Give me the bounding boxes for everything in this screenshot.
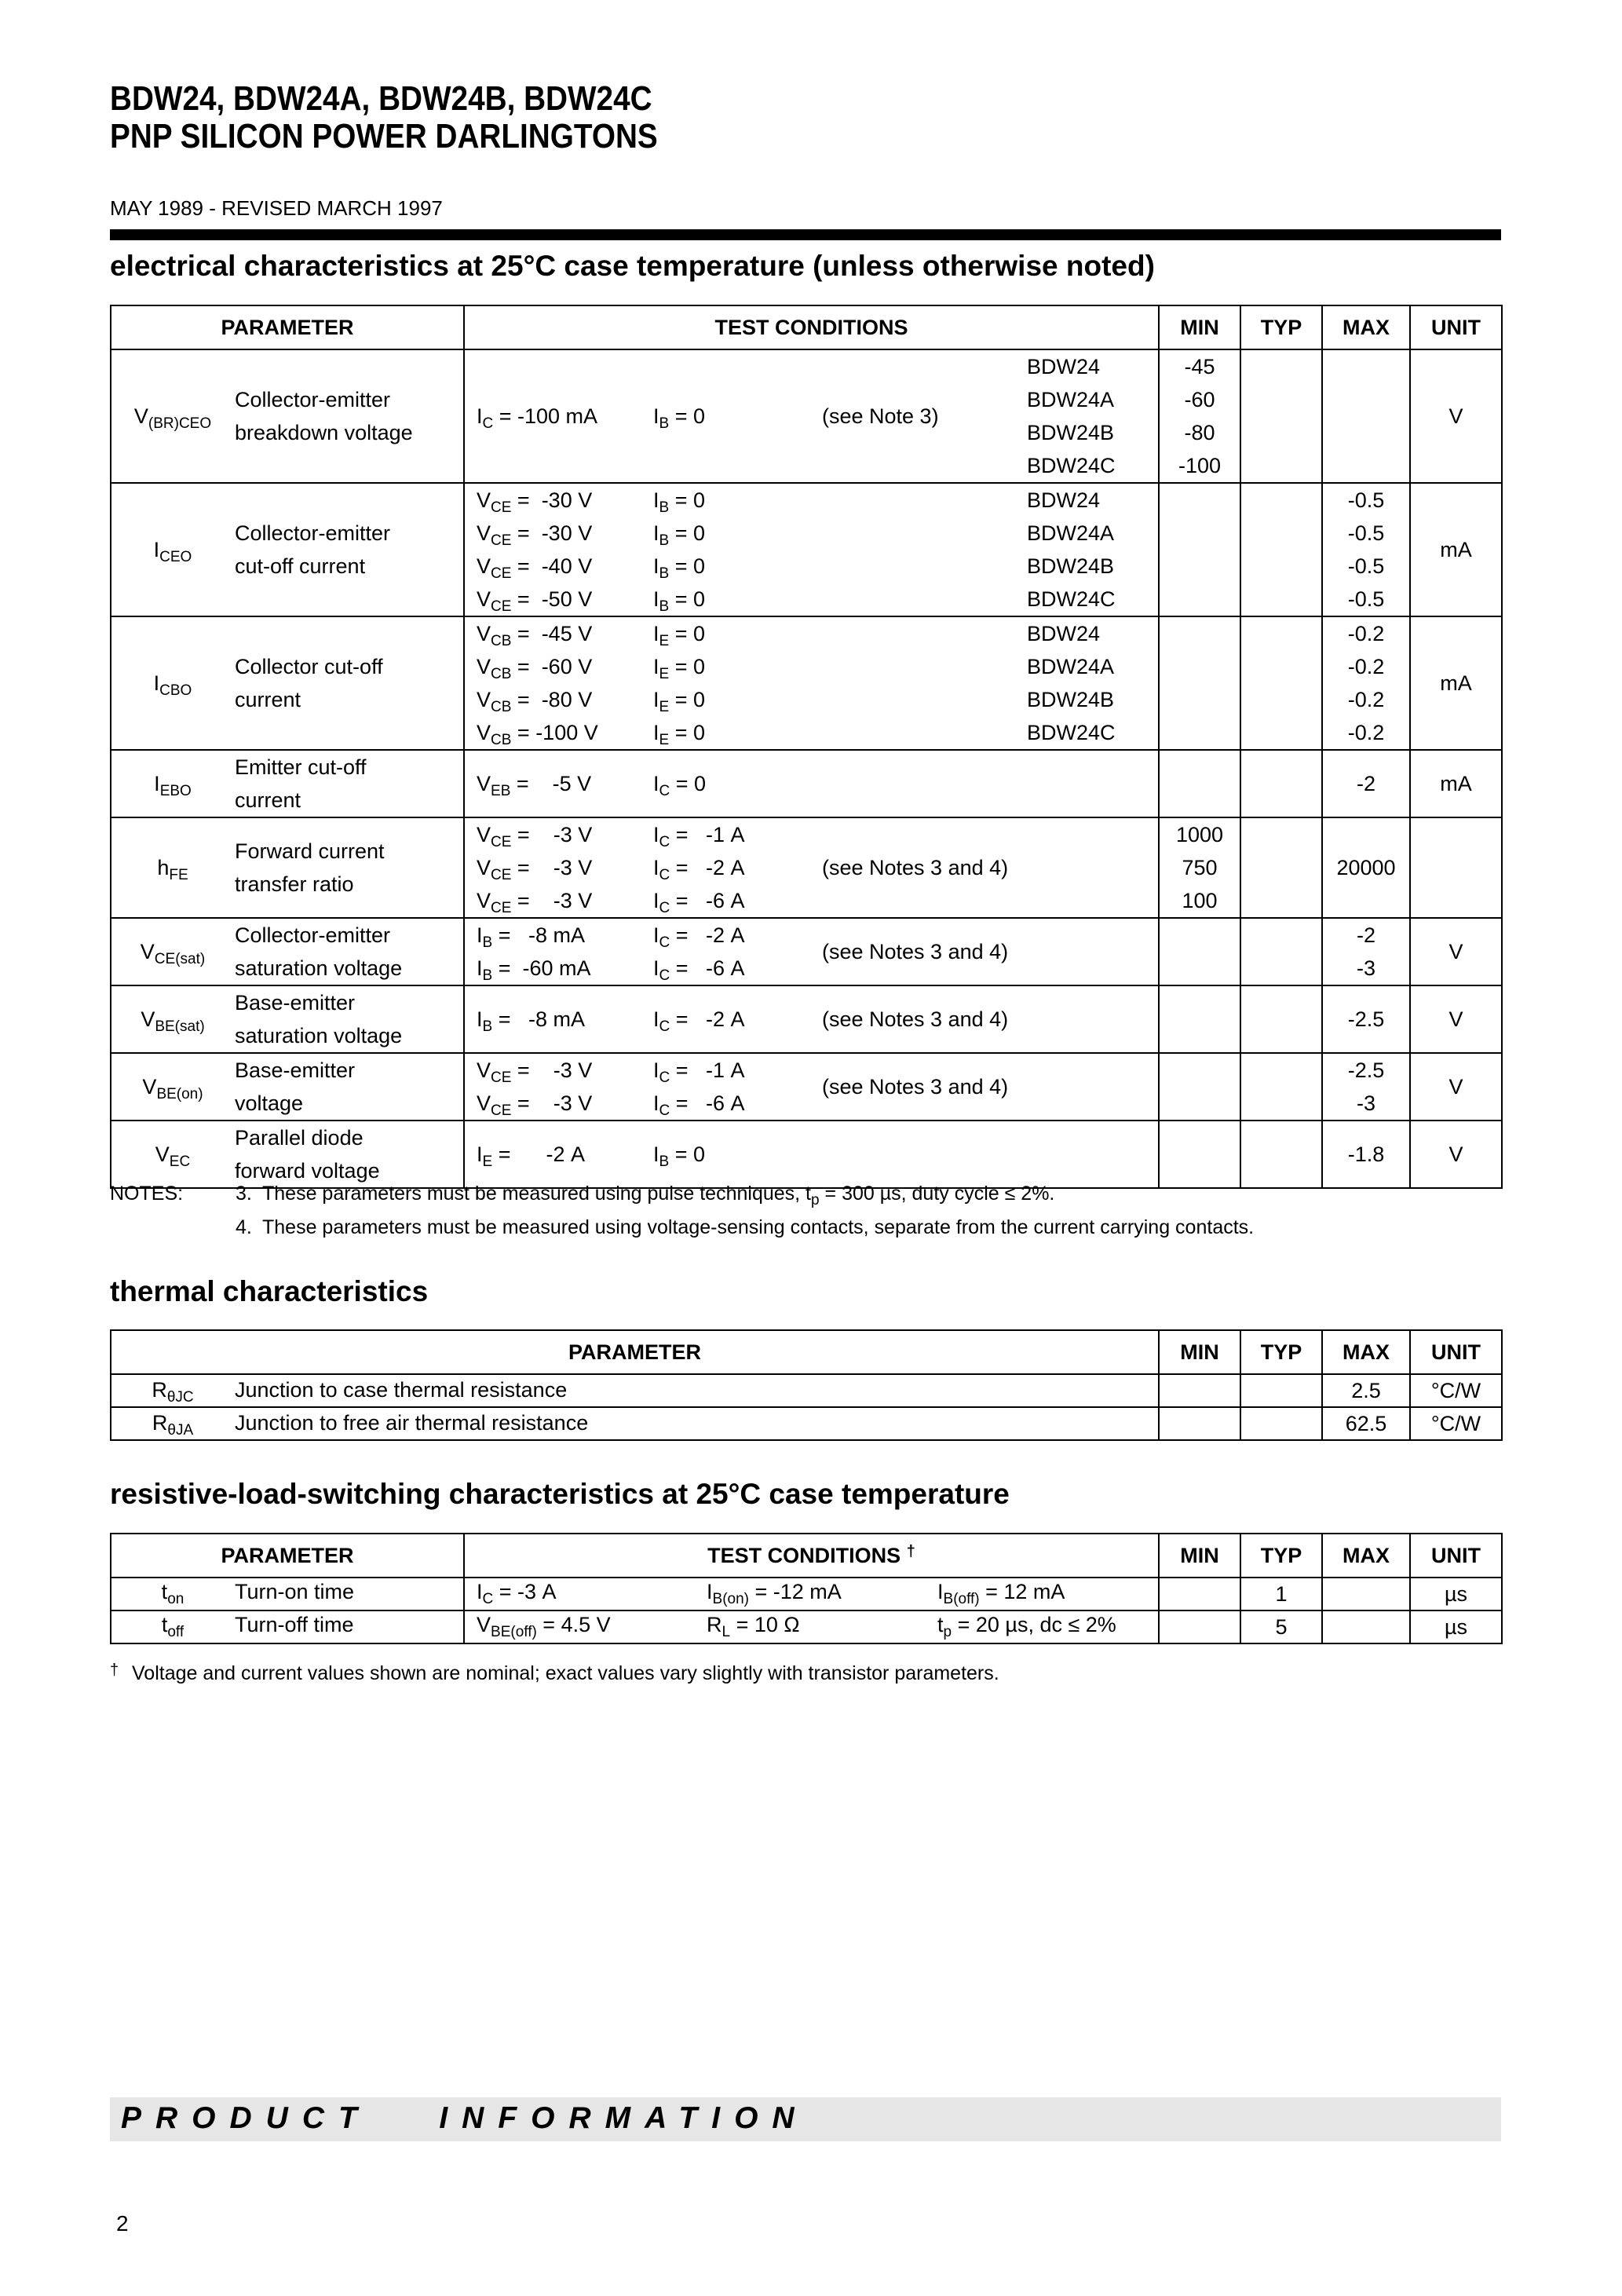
thermal-header-max: MAX: [1322, 1330, 1410, 1374]
typ-cell: [1240, 918, 1322, 985]
switching-parameter-cell: [111, 1578, 464, 1610]
min-value: 1000: [1175, 823, 1224, 846]
min-cell: [1159, 817, 1240, 918]
typ-cell: [1240, 1053, 1322, 1121]
electrical-row: [111, 483, 1502, 616]
condition-a: $V_{CE} = -30$ V: [477, 488, 593, 516]
condition-b: $I_C = -2$ A: [653, 1007, 745, 1035]
param-description: Parallel diode: [235, 1126, 363, 1150]
notes: [110, 1180, 1254, 1241]
unit-value: V: [1448, 1007, 1463, 1031]
device-variant: BDW24A: [1027, 388, 1115, 411]
max-value: -2.5: [1347, 1058, 1385, 1082]
switching-footnote: [110, 1657, 999, 1687]
title-line-2: PNP SILICON POWER DARLINGTONS: [110, 117, 658, 155]
unit-cell: [1410, 750, 1502, 817]
parameter-cell: [111, 918, 464, 985]
switching-condition-1: $I_C = -3$ A: [477, 1580, 557, 1607]
conditions-cell: [464, 483, 1159, 616]
switching-unit-value: µs: [1410, 1610, 1502, 1643]
param-symbol: $V_{BE(on)}$: [142, 1075, 203, 1102]
electrical-table-wrap: [110, 305, 1503, 1189]
typ-cell: [1240, 349, 1322, 483]
note-4-text: These parameters must be measured using voltage-sensing contacts, separate from the current carrying contacts.: [262, 1216, 1255, 1238]
param-description: Collector cut-off: [235, 655, 383, 678]
device-variant: BDW24B: [1027, 688, 1115, 711]
thermal-typ-cell: [1240, 1407, 1322, 1440]
thermal-max-value: 2.5: [1322, 1374, 1410, 1407]
min-cell: [1159, 918, 1240, 985]
condition-a: $I_B = -8$ mA: [477, 923, 585, 951]
parameter-cell: [111, 616, 464, 750]
max-cell: [1322, 349, 1410, 483]
electrical-row: [111, 1053, 1502, 1121]
min-cell: [1159, 1053, 1240, 1121]
condition-b: $I_E = 0$: [653, 622, 705, 649]
unit-cell: [1410, 483, 1502, 616]
max-value: -0.2: [1347, 622, 1385, 645]
param-symbol: $h_{FE}$: [157, 856, 188, 883]
param-symbol: $I_{CBO}$: [153, 671, 192, 699]
switching-condition-2: $I_{B(on)} = -12$ mA: [707, 1580, 842, 1607]
param-description: transfer ratio: [235, 872, 354, 896]
max-value: -3: [1356, 956, 1375, 980]
min-value: 100: [1182, 889, 1218, 912]
param-description: Collector-emitter: [235, 923, 391, 947]
switching-unit-value: µs: [1410, 1578, 1502, 1610]
thermal-min-cell: [1159, 1374, 1240, 1407]
condition-a: $V_{CE} = -40$ V: [477, 554, 593, 582]
unit-value: V: [1448, 1075, 1463, 1099]
condition-b: $I_B = 0$: [653, 587, 705, 615]
condition-a: $I_B = -8$ mA: [477, 1007, 585, 1035]
switching-header-row: [111, 1534, 1502, 1578]
page-number: 2: [116, 2211, 129, 2236]
max-value: -0.2: [1347, 721, 1385, 744]
header-parameter: PARAMETER: [111, 305, 464, 349]
unit-value: mA: [1440, 671, 1472, 695]
parameter-cell: [111, 985, 464, 1053]
condition-a: $I_B = -60$ mA: [477, 956, 591, 984]
switching-heading: resistive-load-switching characteristics at 25°C case temperature: [110, 1478, 1010, 1510]
thermal-typ-cell: [1240, 1374, 1322, 1407]
unit-cell: [1410, 817, 1502, 918]
param-description: voltage: [235, 1091, 304, 1115]
condition-b: $I_C = -1$ A: [653, 823, 745, 850]
thermal-row: [111, 1374, 1502, 1407]
condition-note: (see Notes 3 and 4): [822, 856, 1009, 879]
condition-b: $I_C = -2$ A: [653, 856, 745, 883]
thermal-unit-value: °C/W: [1410, 1374, 1502, 1407]
switching-header-test-conditions: TEST CONDITIONS †: [464, 1534, 1159, 1578]
min-cell: [1159, 1121, 1240, 1188]
param-description: Base-emitter: [235, 1058, 356, 1082]
switching-max-cell: [1322, 1610, 1410, 1643]
notes-label: NOTES:: [110, 1183, 184, 1205]
device-variant: BDW24C: [1027, 587, 1116, 611]
max-value: -0.5: [1347, 554, 1385, 578]
condition-b: $I_B = 0$: [653, 1143, 705, 1170]
thermal-row: [111, 1407, 1502, 1440]
condition-b: $I_C = -6$ A: [653, 889, 745, 916]
condition-b: $I_B = 0$: [653, 404, 705, 432]
typ-cell: [1240, 616, 1322, 750]
condition-note: (see Notes 3 and 4): [822, 940, 1009, 963]
param-description: Emitter cut-off: [235, 755, 367, 779]
thermal-header-typ: TYP: [1240, 1330, 1322, 1374]
switching-header-max: MAX: [1322, 1534, 1410, 1578]
thermal-header-min: MIN: [1159, 1330, 1240, 1374]
switching-table: [110, 1533, 1503, 1644]
parameter-cell: [111, 750, 464, 817]
device-variant: BDW24B: [1027, 421, 1115, 444]
condition-a: $V_{CE}$ = -3 V: [477, 823, 593, 850]
max-cell: [1322, 616, 1410, 750]
condition-b: $I_E = 0$: [653, 721, 705, 748]
condition-b: $I_C = -6$ A: [653, 956, 745, 984]
switching-conditions-cell: [464, 1610, 1159, 1643]
condition-a: $V_{CB} = -100$ V: [477, 721, 598, 748]
note-3-text: These parameters must be measured using pulse techniques, t: [262, 1183, 811, 1205]
max-value: -0.5: [1347, 587, 1385, 611]
thermal-header-parameter: PARAMETER: [111, 1330, 1159, 1374]
device-variant: BDW24A: [1027, 521, 1115, 545]
max-value: -0.2: [1347, 655, 1385, 678]
min-cell: [1159, 616, 1240, 750]
thermal-min-cell: [1159, 1407, 1240, 1440]
param-description: cut-off current: [235, 554, 366, 578]
condition-b: $I_B = 0$: [653, 488, 705, 516]
header-rule: [110, 229, 1501, 240]
condition-a: $V_{CE}$ = -3 V: [477, 1091, 593, 1119]
header-min: MIN: [1159, 305, 1240, 349]
conditions-cell: [464, 750, 1159, 817]
max-cell: [1322, 985, 1410, 1053]
max-value: -2.5: [1347, 1007, 1385, 1031]
note-4-number: 4.: [236, 1216, 252, 1238]
electrical-row: [111, 918, 1502, 985]
switching-row: [111, 1610, 1502, 1643]
condition-b: $I_B = 0$: [653, 554, 705, 582]
thermal-description: Junction to case thermal resistance: [235, 1378, 568, 1402]
device-variant: BDW24: [1027, 355, 1101, 378]
condition-a: $V_{CE}$ = -3 V: [477, 889, 593, 916]
thermal-description: Junction to free air thermal resistance: [235, 1411, 589, 1435]
thermal-table-wrap: [110, 1329, 1503, 1441]
condition-a: $V_{CE} = -50$ V: [477, 587, 593, 615]
thermal-table: [110, 1329, 1503, 1441]
device-variant: BDW24C: [1027, 454, 1116, 477]
min-cell: [1159, 349, 1240, 483]
electrical-row: [111, 616, 1502, 750]
condition-a: $V_{CB} = -60$ V: [477, 655, 593, 682]
thermal-parameter-cell: [111, 1374, 1159, 1407]
typ-cell: [1240, 1121, 1322, 1188]
min-value: -80: [1184, 421, 1215, 444]
switching-header-parameter: PARAMETER: [111, 1534, 464, 1578]
conditions-cell: [464, 349, 1159, 483]
switching-condition-3: $I_{B(off)} = 12$ mA: [937, 1580, 1065, 1607]
param-description: Collector-emitter: [235, 521, 391, 545]
max-value: 20000: [1336, 856, 1396, 879]
unit-cell: [1410, 616, 1502, 750]
switching-condition-1: $V_{BE(off)} = 4.5$ V: [477, 1613, 611, 1640]
switching-symbol: $t_{off}$: [161, 1613, 184, 1640]
thermal-heading: thermal characteristics: [110, 1275, 429, 1307]
thermal-header-unit: UNIT: [1410, 1330, 1502, 1374]
param-description: saturation voltage: [235, 1024, 403, 1047]
unit-cell: [1410, 349, 1502, 483]
switching-description: Turn-off time: [235, 1613, 354, 1636]
unit-cell: [1410, 985, 1502, 1053]
condition-b: $I_C = -2$ A: [653, 923, 745, 951]
param-symbol: $V_{EC}$: [155, 1143, 191, 1170]
max-value: -3: [1356, 1091, 1375, 1115]
param-description: saturation voltage: [235, 956, 403, 980]
unit-value: V: [1448, 940, 1463, 963]
switching-typ-value: 5: [1240, 1610, 1322, 1643]
param-symbol: $V_{CE(sat)}$: [140, 940, 206, 967]
switching-min-cell: [1159, 1578, 1240, 1610]
param-description: forward voltage: [235, 1159, 380, 1183]
parameter-cell: [111, 817, 464, 918]
device-variant: BDW24: [1027, 622, 1101, 645]
typ-cell: [1240, 750, 1322, 817]
param-description: current: [235, 688, 301, 711]
condition-a: $I_C = -100$ mA: [477, 404, 598, 432]
parameter-cell: [111, 483, 464, 616]
parameter-cell: [111, 349, 464, 483]
param-symbol: $I_{CEO}$: [153, 538, 192, 565]
condition-a: $V_{CE}$ = -3 V: [477, 1058, 593, 1086]
conditions-cell: [464, 918, 1159, 985]
condition-b: $I_E = 0$: [653, 688, 705, 715]
unit-cell: [1410, 918, 1502, 985]
param-description: Forward current: [235, 839, 385, 863]
param-symbol: $V_{BE(sat)}$: [141, 1007, 205, 1035]
note-3-tail: = 300 µs, duty cycle ≤ 2%.: [819, 1183, 1055, 1205]
switching-min-cell: [1159, 1610, 1240, 1643]
min-value: -60: [1184, 388, 1215, 411]
max-value: -0.5: [1347, 521, 1385, 545]
electrical-row: [111, 985, 1502, 1053]
product-information-label: PRODUCT INFORMATION: [121, 2101, 809, 2135]
conditions-cell: [464, 817, 1159, 918]
device-variant: BDW24C: [1027, 721, 1116, 744]
footnote-text: Voltage and current values shown are nominal; exact values vary slightly with transistor parameters.: [132, 1662, 999, 1684]
condition-a: $I_E$ = -2 A: [477, 1143, 585, 1170]
device-variant: BDW24: [1027, 488, 1101, 512]
conditions-cell: [464, 1121, 1159, 1188]
max-cell: [1322, 750, 1410, 817]
condition-note: (see Notes 3 and 4): [822, 1075, 1009, 1099]
typ-cell: [1240, 985, 1322, 1053]
param-description: Base-emitter: [235, 991, 356, 1015]
conditions-cell: [464, 616, 1159, 750]
condition-a: $V_{CB} = -80$ V: [477, 688, 593, 715]
parameter-cell: [111, 1053, 464, 1121]
header-typ: TYP: [1240, 305, 1322, 349]
switching-condition-3: $t_p = 20$ µs, dc ≤ 2%: [937, 1613, 1116, 1640]
min-cell: [1159, 483, 1240, 616]
device-variant: BDW24B: [1027, 554, 1115, 578]
thermal-symbol: $R_{\theta JA}$: [152, 1411, 194, 1439]
unit-cell: [1410, 1053, 1502, 1121]
condition-a: $V_{CE} = -30$ V: [477, 521, 593, 549]
switching-max-cell: [1322, 1578, 1410, 1610]
condition-b: $I_C = -1$ A: [653, 1058, 745, 1086]
thermal-unit-value: °C/W: [1410, 1407, 1502, 1440]
switching-symbol: $t_{on}$: [161, 1580, 184, 1607]
conditions-cell: [464, 1053, 1159, 1121]
condition-b: $I_E = 0$: [653, 655, 705, 682]
header-max: MAX: [1322, 305, 1410, 349]
parameter-cell: [111, 1121, 464, 1188]
unit-value: mA: [1440, 538, 1472, 561]
condition-b: $I_C = 0$: [653, 772, 707, 799]
condition-a: $V_{CE}$ = -3 V: [477, 856, 593, 883]
condition-note: (see Note 3): [822, 404, 939, 428]
unit-value: V: [1448, 404, 1463, 428]
electrical-row: [111, 817, 1502, 918]
condition-a: $V_{CB} = -45$ V: [477, 622, 593, 649]
max-value: -2: [1356, 923, 1375, 947]
thermal-parameter-cell: [111, 1407, 1159, 1440]
thermal-symbol: $R_{\theta JC}$: [152, 1378, 194, 1406]
unit-value: [1411, 851, 1501, 884]
electrical-row: [111, 349, 1502, 483]
max-value: -1.8: [1347, 1143, 1385, 1166]
condition-b: $I_B = 0$: [653, 521, 705, 549]
device-variant: BDW24A: [1027, 655, 1115, 678]
conditions-cell: [464, 985, 1159, 1053]
switching-conditions-cell: [464, 1578, 1159, 1610]
param-description: breakdown voltage: [235, 421, 413, 444]
switching-header-min: MIN: [1159, 1534, 1240, 1578]
header-unit: UNIT: [1410, 305, 1502, 349]
switching-condition-2: $R_L = 10$ Ω: [707, 1613, 800, 1640]
min-cell: [1159, 750, 1240, 817]
param-description: Collector-emitter: [235, 388, 391, 411]
header-test-conditions: TEST CONDITIONS: [464, 305, 1159, 349]
max-cell: [1322, 483, 1410, 616]
condition-note: (see Notes 3 and 4): [822, 1007, 1009, 1031]
param-symbol: $V_{(BR)CEO}$: [133, 404, 212, 432]
condition-a: $V_{EB}$ = -5 V: [477, 772, 592, 799]
min-value: -45: [1184, 355, 1215, 378]
switching-header-typ: TYP: [1240, 1534, 1322, 1578]
min-value: 750: [1182, 856, 1218, 879]
electrical-row: [111, 750, 1502, 817]
unit-value: V: [1448, 1143, 1463, 1166]
max-cell: [1322, 817, 1410, 918]
max-cell: [1322, 1053, 1410, 1121]
switching-header-unit: UNIT: [1410, 1534, 1502, 1578]
condition-b: $I_C = -6$ A: [653, 1091, 745, 1119]
min-cell: [1159, 985, 1240, 1053]
max-value: -0.5: [1347, 488, 1385, 512]
electrical-table: [110, 305, 1503, 1189]
switching-row: [111, 1578, 1502, 1610]
switching-table-wrap: [110, 1533, 1503, 1644]
thermal-max-value: 62.5: [1322, 1407, 1410, 1440]
switching-description: Turn-on time: [235, 1580, 355, 1603]
switching-parameter-cell: [111, 1610, 464, 1643]
footnote-dagger: †: [110, 1662, 119, 1679]
max-cell: [1322, 918, 1410, 985]
param-description: current: [235, 788, 301, 812]
electrical-heading: electrical characteristics at 25°C case temperature (unless otherwise noted): [110, 250, 1155, 282]
revision-date: MAY 1989 - REVISED MARCH 1997: [110, 196, 443, 220]
typ-cell: [1240, 483, 1322, 616]
title-line-1: BDW24, BDW24A, BDW24B, BDW24C: [110, 79, 652, 118]
typ-cell: [1240, 817, 1322, 918]
max-value: -0.2: [1347, 688, 1385, 711]
electrical-header-row: [111, 305, 1502, 349]
param-symbol: $I_{EBO}$: [154, 772, 192, 799]
max-cell: [1322, 1121, 1410, 1188]
note-3-sub: p: [811, 1192, 820, 1208]
min-value: -100: [1178, 454, 1222, 477]
thermal-header-row: [111, 1330, 1502, 1374]
unit-cell: [1410, 1121, 1502, 1188]
unit-value: mA: [1440, 772, 1472, 795]
max-value: -2: [1356, 772, 1375, 795]
switching-typ-value: 1: [1240, 1578, 1322, 1610]
note-3-number: 3.: [236, 1183, 252, 1205]
electrical-row: [111, 1121, 1502, 1188]
